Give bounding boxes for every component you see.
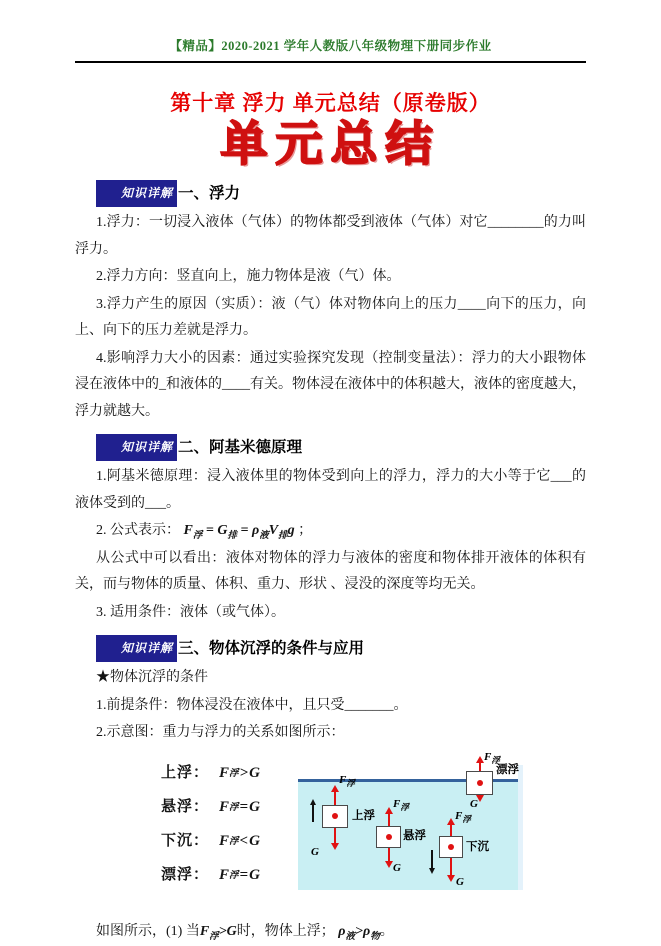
paragraph: 1.阿基米德原理：浸入液体里的物体受到向上的浮力，浮力的大小等于它___的液体受到的___。 (75, 469, 586, 511)
f-symbol: F (484, 750, 492, 763)
formula-run: ρ (363, 923, 371, 939)
f-buoyant-label (484, 752, 500, 763)
header-text: 【精品】2020-2021 学年人教版八年级物理下册同步作业 (169, 39, 492, 53)
water-edge (518, 765, 523, 890)
formula-subscript: 浮 (192, 530, 203, 541)
paragraph: 3. 适用条件：液体（或气体）。 (96, 604, 285, 620)
paragraph: 2.示意图：重力与浮力的关系如图所示： (96, 725, 345, 740)
paragraph: 1.前提条件：物体浸没在液体中，且只受_______。 (96, 697, 408, 713)
condition-label: 上浮： (161, 765, 210, 782)
knowledge-section-row (75, 635, 586, 662)
g-symbol: G (249, 867, 260, 884)
f-buoyant-label (393, 799, 409, 810)
buoyancy-arrowhead-icon (447, 818, 455, 825)
state-label: 漂浮 (496, 763, 519, 776)
motion-arrowhead-icon (310, 799, 316, 805)
relation-sign: = (239, 799, 249, 816)
force-origin-dot (386, 834, 392, 840)
gravity-arrowhead-icon (385, 861, 393, 868)
buoyancy-diagram (75, 750, 586, 907)
section-heading: 一、浮力 (178, 184, 241, 202)
f-symbol: F (219, 799, 230, 816)
water-scene (298, 750, 524, 895)
relation-sign: = (239, 867, 249, 884)
state-label: 下沉 (466, 840, 489, 853)
doc-title: 第十章 浮力 单元总结（原卷版） (170, 91, 491, 115)
g-symbol: G (249, 833, 260, 850)
condition-label: 悬浮： (161, 799, 210, 816)
formula-subscript: 液 (259, 530, 269, 541)
formula-subscript: 排 (278, 530, 288, 541)
g-gravity-label: G (456, 875, 464, 888)
f-symbol: F (393, 797, 401, 810)
page-header (75, 0, 586, 63)
formula-run: = (202, 523, 218, 538)
paragraph: 如图所示，(1) 当$F_浮>G$时，物体上浮； $\rho_液>\rho_物$。 (96, 923, 394, 942)
formula-run: ρ (251, 523, 260, 538)
knowledge-section-row (75, 434, 586, 461)
formula-run: G (217, 523, 228, 538)
formula-run: = (236, 523, 252, 538)
g-gravity-label: G (470, 797, 478, 810)
formula-run: g (287, 523, 295, 538)
formula-run: ρ (338, 923, 346, 939)
condition-list (161, 757, 260, 893)
force-origin-dot (477, 780, 483, 786)
state-label: 上浮 (352, 809, 375, 822)
buoyancy-arrowhead-icon (331, 785, 339, 792)
motion-arrow-line (312, 804, 314, 822)
formula-run: G (226, 923, 237, 939)
force-origin-dot (332, 813, 338, 819)
formula-run: F (199, 923, 210, 939)
section-heading: 三、物体沉浮的条件与应用 (178, 639, 365, 657)
banner-title: 单元总结 (220, 119, 441, 171)
buoyancy-arrowhead-icon (385, 807, 393, 814)
knowledge-badge: 知识详解 (96, 180, 177, 207)
condition-label: 下沉： (161, 833, 210, 850)
paragraph: 2.浮力方向：竖直向上，施力物体是液（气）体。 (96, 269, 401, 284)
f-symbol: F (219, 833, 230, 850)
g-gravity-label: G (393, 861, 401, 874)
paragraph: 4.影响浮力大小的因素：通过实验探究发现（控制变量法）：浮力的大小跟物体浸在液体中的_和液体的____有关。物体浸在液体中的体积越大，液体的密度越大，浮力就越大。 (75, 350, 586, 419)
f-subscript: 浮 (346, 777, 355, 788)
f-buoyant-label (339, 775, 355, 786)
condition-line: 漂浮： F 浮 = G (161, 859, 260, 893)
g-symbol: G (249, 765, 260, 782)
condition-line: 下沉： F 浮 < G (161, 825, 260, 859)
knowledge-badge: 知识详解 (96, 635, 177, 662)
condition-label: 漂浮： (161, 867, 210, 884)
formula-subscript: 排 (227, 530, 237, 541)
f-symbol: F (219, 867, 230, 884)
f-symbol: F (219, 765, 230, 782)
gravity-arrowhead-icon (331, 843, 339, 850)
formula-run: F (183, 523, 193, 538)
relation-sign: < (239, 833, 249, 850)
paragraph: 2. 公式表示： $F_浮 = G_排 = \rho_液V_排g$ ； (96, 523, 313, 541)
knowledge-section-row (75, 180, 586, 207)
buoyancy-arrowhead-icon (476, 756, 484, 763)
f-subscript: 浮 (462, 813, 471, 824)
f-subscript: 浮 (491, 754, 500, 765)
knowledge-badge: 知识详解 (96, 434, 177, 461)
condition-line: 悬浮： F 浮 = G (161, 791, 260, 825)
paragraph: 1.浮力：一切浸入液体（气体）的物体都受到液体（气体）对它________的力叫浮力。 (75, 215, 586, 257)
paragraph: 从公式中可以看出：液体对物体的浮力与液体的密度和物体排开液体的体积有关，而与物体的质量、体积、重力、形状 、浸没的深度等均无关。 (75, 550, 586, 592)
relation-sign: > (239, 765, 249, 782)
gravity-arrowhead-icon (447, 875, 455, 882)
g-symbol: G (249, 799, 260, 816)
formula-subscript: 浮 (209, 931, 219, 942)
section-heading: 二、阿基米德原理 (178, 438, 303, 456)
force-origin-dot (448, 844, 454, 850)
paragraph: 3.浮力产生的原因（实质）：液（气）体对物体向上的压力____向下的压力，向上、向下的压力差就是浮力。 (75, 296, 586, 338)
content (75, 180, 586, 945)
f-symbol: F (455, 809, 463, 822)
formula-run: > (355, 923, 364, 939)
formula-subscript: 液 (345, 931, 356, 942)
formula-run: > (218, 923, 227, 939)
state-label: 悬浮 (403, 829, 426, 842)
motion-arrowhead-icon (429, 868, 435, 874)
formula-subscript: 物 (370, 931, 380, 942)
g-gravity-label: G (311, 845, 319, 858)
paragraph: ★物体沉浮的条件 (96, 670, 208, 685)
condition-line: 上浮： F 浮 > G (161, 757, 260, 791)
motion-arrow-line (431, 850, 433, 868)
f-buoyant-label (455, 811, 471, 822)
f-symbol: F (339, 773, 347, 786)
formula-run: V (268, 523, 279, 538)
f-subscript: 浮 (400, 801, 409, 812)
